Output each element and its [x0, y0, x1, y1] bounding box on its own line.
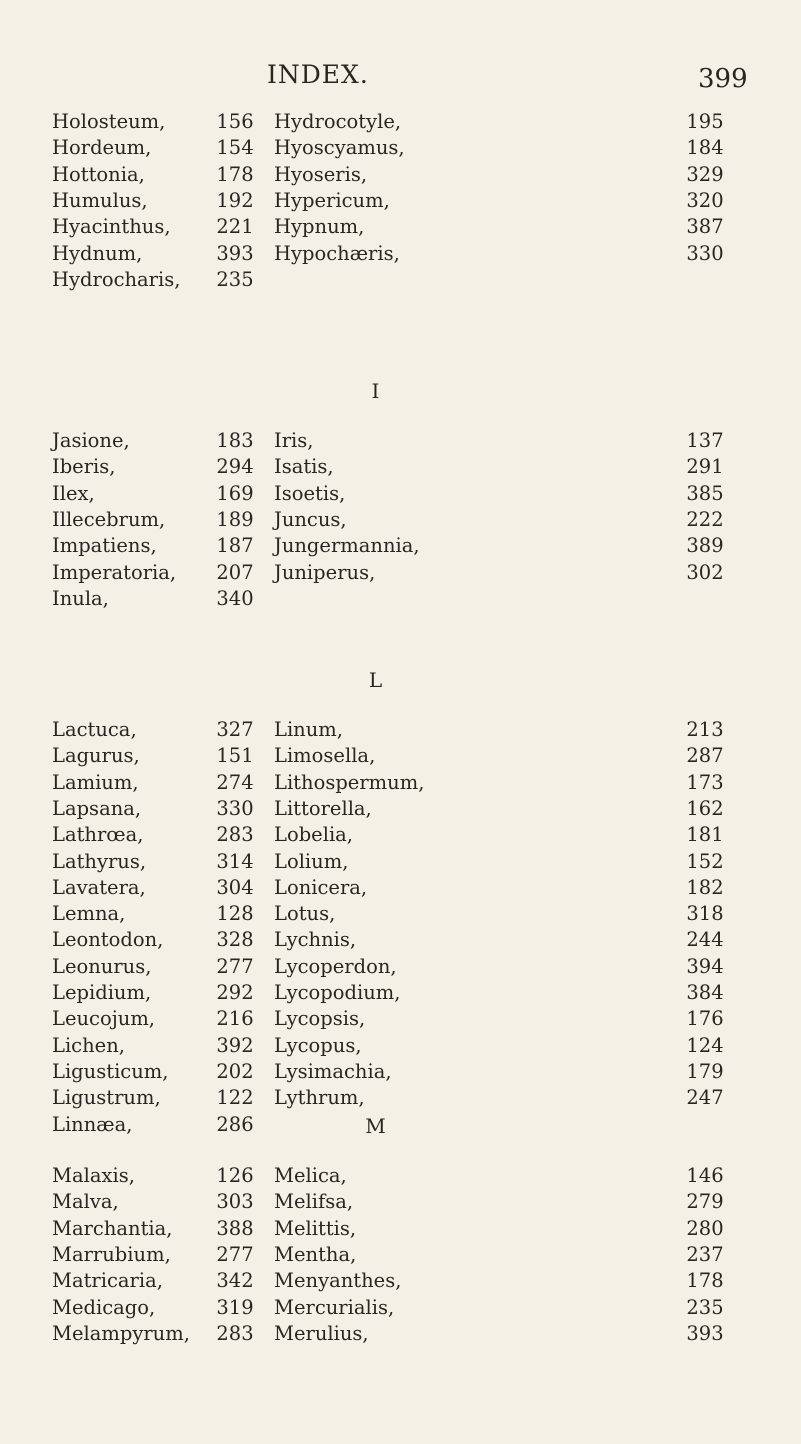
entry-name: Lysimachia,: [274, 1059, 392, 1083]
entry-name: Leucojum,: [52, 1007, 156, 1031]
index-row: [0, 189, 801, 213]
entry-page: 146: [686, 1164, 724, 1187]
entry-page: 330: [216, 796, 254, 820]
entry-page: 244: [686, 928, 724, 952]
entry-name: Hypericum,: [274, 188, 390, 212]
index-row: [0, 771, 801, 795]
entry-name: Lycopus,: [274, 1033, 362, 1057]
entry-name: Melittis,: [274, 1216, 357, 1240]
entry-page: 291: [686, 455, 724, 479]
entry-name: Medicago,: [52, 1295, 156, 1319]
entry-page: 183: [216, 429, 254, 452]
entry-page: 384: [686, 981, 724, 1004]
index-row: [0, 429, 801, 453]
index-row: [0, 561, 801, 585]
entry-name: Leonurus,: [52, 954, 152, 978]
entry-name: Linum,: [274, 718, 343, 741]
index-row: [0, 1060, 801, 1084]
entry-page: 182: [686, 875, 724, 899]
entry-page: 274: [216, 770, 254, 794]
entry-name: Mentha,: [274, 1242, 357, 1266]
entry-page: 387: [686, 215, 724, 239]
entry-page: 181: [686, 823, 724, 847]
entry-name: Merulius,: [274, 1321, 369, 1345]
entry-page: 213: [686, 718, 724, 741]
entry-name: Lepidium,: [52, 981, 152, 1004]
index-row: [0, 482, 801, 506]
index-row: [0, 1086, 801, 1110]
entry-page: 176: [686, 1007, 724, 1031]
entry-page: 392: [216, 1033, 254, 1057]
entry-page: 202: [216, 1059, 254, 1083]
entry-page: 207: [216, 560, 254, 584]
entry-name: Lichen,: [52, 1033, 125, 1057]
index-row: [0, 1034, 801, 1058]
page-title: INDEX.: [267, 60, 369, 89]
entry-name: Lagurus,: [52, 744, 140, 768]
page-header: [0, 60, 801, 94]
entry-page: 328: [216, 928, 254, 952]
index-row: [0, 1190, 801, 1214]
index-row: [0, 508, 801, 532]
entry-name: Lythrum,: [274, 1086, 365, 1110]
index-row: [0, 981, 801, 1005]
entry-name: Lycoperdon,: [274, 954, 397, 978]
entry-name: Malva,: [52, 1190, 119, 1214]
entry-name: Lycopodium,: [274, 981, 401, 1004]
entry-name: Littorella,: [274, 796, 372, 820]
entry-page: 319: [216, 1295, 254, 1319]
entry-page: 287: [686, 744, 724, 768]
index-row: [0, 587, 801, 611]
entry-name: Imperatoria,: [52, 560, 177, 584]
index-row: [0, 215, 801, 239]
entry-page: 342: [216, 1269, 254, 1293]
index-row: [0, 1217, 801, 1241]
entry-name: Hydnum,: [52, 241, 143, 265]
entry-page: 173: [686, 770, 724, 794]
entry-name: Lonicera,: [274, 875, 368, 899]
entry-name: Humulus,: [52, 188, 148, 212]
entry-name: Impatiens,: [52, 534, 157, 558]
index-row: [0, 850, 801, 874]
entry-name: Ilex,: [52, 481, 95, 505]
entry-page: 235: [686, 1295, 724, 1319]
entry-name: Hyoseris,: [274, 162, 368, 186]
entry-page: 330: [686, 241, 724, 265]
page-number: 399: [698, 64, 748, 94]
entry-name: Melifsa,: [274, 1190, 354, 1214]
entry-name: Lavatera,: [52, 875, 146, 899]
entry-name: Hydrocotyle,: [274, 110, 402, 133]
index-row: [0, 928, 801, 952]
section-letter: I: [371, 379, 380, 403]
entry-name: Hypochæris,: [274, 241, 400, 265]
entry-page: 292: [216, 981, 254, 1004]
entry-page: 277: [216, 1242, 254, 1266]
entry-page: 156: [216, 110, 254, 133]
entry-name: Limosella,: [274, 744, 376, 768]
entry-name: Lithospermum,: [274, 770, 425, 794]
entry-name: Hottonia,: [52, 162, 145, 186]
entry-name: Ligusticum,: [52, 1059, 169, 1083]
entry-page: 192: [216, 188, 254, 212]
entry-name: Lycopsis,: [274, 1007, 366, 1031]
entry-page: 388: [216, 1216, 254, 1240]
entry-page: 327: [216, 718, 254, 741]
section-letter: L: [368, 668, 383, 692]
index-row: [0, 163, 801, 187]
entry-name: Hypnum,: [274, 215, 365, 239]
entry-name: Menyanthes,: [274, 1269, 402, 1293]
entry-page: 280: [686, 1216, 724, 1240]
entry-name: Lychnis,: [274, 928, 357, 952]
entry-page: 222: [686, 507, 724, 531]
entry-page: 286: [216, 1112, 254, 1136]
entry-page: 154: [216, 136, 254, 160]
entry-page: 340: [216, 586, 254, 610]
entry-name: Leontodon,: [52, 928, 164, 952]
index-row: [0, 955, 801, 979]
index-row: [0, 1007, 801, 1031]
entry-name: Iberis,: [52, 455, 116, 479]
entry-name: Hyacinthus,: [52, 215, 171, 239]
entry-page: 151: [216, 744, 254, 768]
entry-page: 302: [686, 560, 724, 584]
entry-name: Melampyrum,: [52, 1321, 190, 1345]
entry-name: Marrubium,: [52, 1242, 171, 1266]
index-row: [0, 534, 801, 558]
entry-name: Isoetis,: [274, 481, 346, 505]
index-row: [0, 1164, 801, 1188]
entry-page: 329: [686, 162, 724, 186]
entry-name: Illecebrum,: [52, 507, 166, 531]
index-row: [0, 455, 801, 479]
entry-page: 178: [686, 1269, 724, 1293]
index-row: [0, 242, 801, 266]
index-row: [0, 876, 801, 900]
entry-page: 162: [686, 796, 724, 820]
entry-name: Hyoscyamus,: [274, 136, 405, 160]
index-row: [0, 1243, 801, 1267]
entry-name: Lathyrus,: [52, 849, 147, 873]
entry-name: Melica,: [274, 1164, 347, 1187]
entry-page: 385: [686, 481, 724, 505]
entry-page: 393: [686, 1321, 724, 1345]
entry-name: Juniperus,: [274, 560, 376, 584]
entry-name: Lemna,: [52, 902, 126, 926]
entry-page: 152: [686, 849, 724, 873]
index-row: [0, 136, 801, 160]
index-row: [0, 1269, 801, 1293]
entry-name: Matricaria,: [52, 1269, 163, 1293]
entry-name: Inula,: [52, 586, 109, 610]
entry-page: 128: [216, 902, 254, 926]
entry-page: 314: [216, 849, 254, 873]
entry-page: 320: [686, 188, 724, 212]
entry-page: 169: [216, 481, 254, 505]
entry-page: 394: [686, 954, 724, 978]
index-row: [0, 823, 801, 847]
entry-page: 279: [686, 1190, 724, 1214]
index-row: [0, 1296, 801, 1320]
entry-name: Isatis,: [274, 455, 334, 479]
entry-page: 189: [216, 507, 254, 531]
index-row: [0, 718, 801, 742]
index-row: [0, 902, 801, 926]
index-row: [0, 110, 801, 134]
entry-name: Jungermannia,: [274, 534, 420, 558]
entry-page: 179: [686, 1059, 724, 1083]
entry-name: Lotus,: [274, 902, 336, 926]
entry-page: 247: [686, 1086, 724, 1110]
entry-page: 294: [216, 455, 254, 479]
index-row: [0, 797, 801, 821]
entry-page: 216: [216, 1007, 254, 1031]
entry-page: 237: [686, 1242, 724, 1266]
entry-page: 187: [216, 534, 254, 558]
entry-name: Lactuca,: [52, 718, 137, 741]
entry-name: Malaxis,: [52, 1164, 135, 1187]
entry-page: 122: [216, 1086, 254, 1110]
entry-name: Lamium,: [52, 770, 139, 794]
entry-page: 235: [216, 267, 254, 291]
entry-page: 304: [216, 875, 254, 899]
entry-name: Holosteum,: [52, 110, 166, 133]
entry-name: Iris,: [274, 429, 314, 452]
entry-page: 126: [216, 1164, 254, 1187]
entry-name: Mercurialis,: [274, 1295, 395, 1319]
entry-page: 178: [216, 162, 254, 186]
entry-page: 137: [686, 429, 724, 452]
entry-page: 283: [216, 823, 254, 847]
entry-name: Lolium,: [274, 849, 349, 873]
entry-name: Ligustrum,: [52, 1086, 161, 1110]
index-row: [0, 268, 801, 292]
entry-name: Jasione,: [52, 429, 130, 452]
entry-name: Hydrocharis,: [52, 267, 181, 291]
entry-page: 195: [686, 110, 724, 133]
entry-page: 303: [216, 1190, 254, 1214]
entry-page: 124: [686, 1033, 724, 1057]
entry-page: 221: [216, 215, 254, 239]
entry-name: Hordeum,: [52, 136, 152, 160]
entry-page: 184: [686, 136, 724, 160]
section-letter: M: [365, 1114, 386, 1138]
entry-page: 283: [216, 1321, 254, 1345]
entry-name: Juncus,: [274, 507, 347, 531]
index-row: [0, 1322, 801, 1346]
entry-page: 393: [216, 241, 254, 265]
entry-name: Lobelia,: [274, 823, 354, 847]
index-row: [0, 744, 801, 768]
entry-page: 389: [686, 534, 724, 558]
entry-name: Lathrœa,: [52, 823, 144, 847]
entry-page: 277: [216, 954, 254, 978]
entry-name: Marchantia,: [52, 1216, 173, 1240]
entry-name: Linnæa,: [52, 1112, 133, 1136]
entry-name: Lapsana,: [52, 796, 142, 820]
entry-page: 318: [686, 902, 724, 926]
